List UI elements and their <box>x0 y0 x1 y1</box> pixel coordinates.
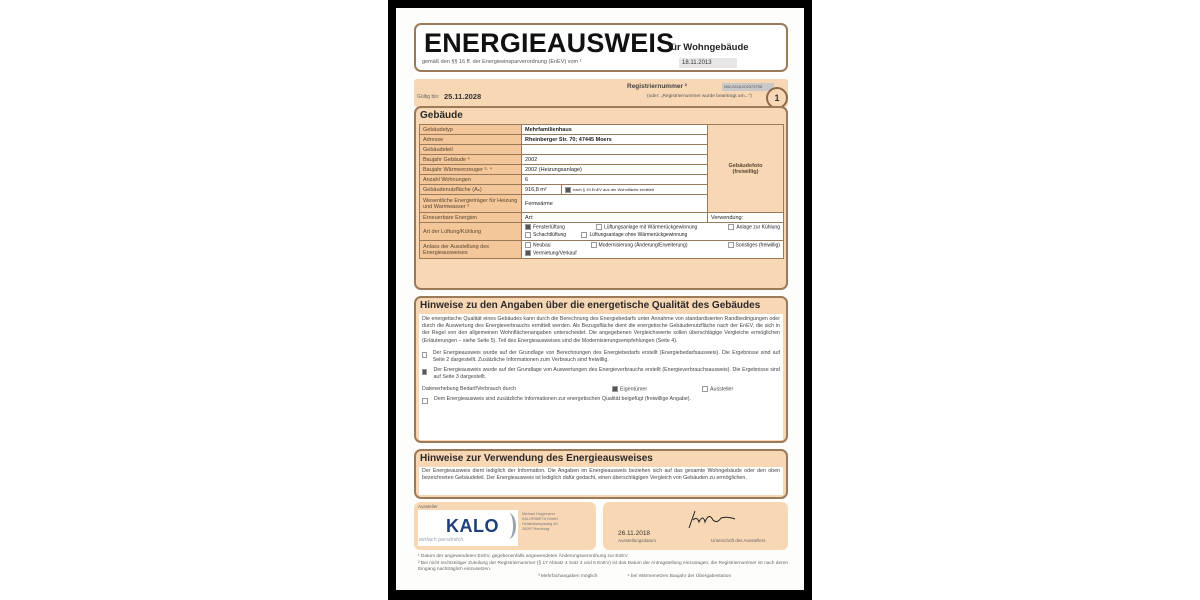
option-label: Neubau <box>533 242 551 249</box>
address-line: Heidenkampsweg 40 <box>522 522 558 526</box>
registration-label: Registriernummer ² <box>627 83 687 90</box>
row-value: 2002 <box>522 155 708 165</box>
section-title-quality: Hinweise zu den Angaben über die energetische Qualität des Gebäudes <box>420 300 761 311</box>
photo-label: Gebäudefoto <box>728 162 763 169</box>
table-row <box>420 125 784 135</box>
row-value: 916,8 m² <box>522 185 562 195</box>
title-box <box>414 23 788 72</box>
owner-label: Eigentümer <box>620 386 648 393</box>
issue-date-label: Ausstellungsdatum <box>618 538 657 543</box>
checkbox-checked[interactable] <box>525 250 531 256</box>
valid-until-label: Gültig bis: <box>417 94 440 100</box>
issue-date: 26.11.2018 <box>618 530 651 537</box>
kalo-logo <box>418 510 518 546</box>
building-photo-placeholder <box>708 125 784 213</box>
regulation-line: gemäß den §§ 16 ff. der Energieeinsparverordnung (EnEV) vom ¹ <box>422 59 582 65</box>
option-consumption-text: Der Energieausweis wurde auf der Grundlage von Auswertungen des Energieverbrauchs erstellt (Energieverbrauchsausweis). Die Ergebnisse sind auf Seite 3 dargestellt. <box>433 367 780 381</box>
logo-text: KALO <box>446 516 499 536</box>
row-value: Mehrfamilienhaus <box>522 125 708 135</box>
option-label: Fensterlüftung <box>533 224 565 231</box>
checkbox[interactable] <box>525 232 531 238</box>
additional-info-text: Dem Energieausweis sind zusätzliche Informationen zur energetischen Qualität beigefügt (freiwillige Angabe). <box>434 396 692 403</box>
checkbox[interactable] <box>525 242 531 248</box>
area-note: nach § 19 EnEV aus der Wohnfläche ermittelt <box>573 186 654 192</box>
validity-band <box>414 79 788 107</box>
footnote-4: ⁴ bei Wärmenetzen Baujahr der Übergabestation <box>627 573 732 579</box>
option-label: Lüftungsanlage ohne Wärmerückgewinnung <box>589 231 688 238</box>
row-label: Anlass der Ausstellung des Energieausweises <box>420 241 522 259</box>
row-value: Rheinberger Str. 70; 47445 Moers <box>522 135 708 145</box>
footnote-1: ¹ Datum der angewendeten EnEV, gegebenenfalls angewendeten Änderungsverordnung zur EnEV <box>418 554 628 559</box>
checkbox[interactable] <box>581 232 587 238</box>
row-value: 2002 (Heizungsanlage) <box>522 165 708 175</box>
issuer-label: Aussteller <box>418 504 438 509</box>
address-line: 20097 Hamburg <box>522 527 550 531</box>
checkbox[interactable] <box>702 386 708 392</box>
row-value: Fernwärme <box>522 195 708 213</box>
row-value: 6 <box>522 175 708 185</box>
table-row <box>420 223 784 241</box>
option-demand <box>422 350 780 364</box>
row-label: Anzahl Wohnungen <box>420 175 522 185</box>
certificate-page <box>396 8 804 590</box>
issuer-address <box>522 512 558 532</box>
registration-note: (oder: „Registriernummer wurde beantragt am...") <box>647 94 752 99</box>
checkbox-checked[interactable] <box>525 224 531 230</box>
logo-tagline: einfach persönlich. <box>419 537 465 543</box>
row-label: Erneuerbare Energien <box>420 213 522 223</box>
issuer-box <box>414 502 596 550</box>
quality-notes-body <box>419 314 783 440</box>
renewable-use-field: Verwendung: <box>708 213 784 223</box>
building-table <box>419 124 784 259</box>
building-section <box>414 106 788 290</box>
quality-notes-section <box>414 296 788 443</box>
renewable-type-field: Art: <box>522 213 708 223</box>
option-label: Schachtlüftung <box>533 231 567 238</box>
checkbox-checked[interactable] <box>422 369 427 375</box>
data-collection-label: Datenerhebung Bedarf/Verbrauch durch <box>422 385 516 392</box>
row-label: Adresse <box>420 135 522 145</box>
option-label: Modernisierung (Änderung/Erweiterung) <box>598 242 688 249</box>
option-demand-text: Der Energieausweis wurde auf der Grundlage von Berechnungen des Energiebedarfs erstellt (Energiebedarfsausweis). Die Ergebnisse sind auf Seite 2 dargestellt. Zusätzliche Informationen zum Verbrauch sind freiwillig. <box>432 349 780 364</box>
checkbox[interactable] <box>596 224 602 230</box>
registration-number-field: NW-2018-002373798 <box>722 83 774 91</box>
photo-optional-label: (freiwillig) <box>732 168 759 175</box>
checkbox[interactable] <box>422 398 428 404</box>
checkbox[interactable] <box>422 352 427 358</box>
footnote-3: ³ Mehrfachangaben möglich <box>538 573 598 579</box>
usage-notes-section <box>414 449 788 499</box>
checkbox[interactable] <box>728 242 734 248</box>
option-label: Anlage zur Kühlung <box>736 224 780 231</box>
signature-box <box>603 502 788 550</box>
issuer-option-label: Aussteller <box>710 386 734 393</box>
address-line: Michael Hoppmann <box>522 512 555 516</box>
checkbox[interactable] <box>591 242 597 248</box>
regulation-date-field: 18.11.2013 <box>679 58 737 68</box>
address-line: KALORIMETA GmbH <box>522 517 559 521</box>
option-additional-info <box>422 396 780 404</box>
data-collection-row <box>422 386 780 394</box>
option-consumption <box>422 367 780 381</box>
checkbox-checked[interactable] <box>565 187 571 193</box>
table-row <box>420 213 784 223</box>
footnotes <box>418 554 790 580</box>
row-label: Baujahr Wärmeerzeuger ³· ⁴ <box>420 165 522 175</box>
checkbox-checked[interactable] <box>612 386 618 392</box>
section-title-usage: Hinweise zur Verwendung des Energieausweises <box>420 453 653 464</box>
row-label: Art der Lüftung/Kühlung <box>420 223 522 241</box>
logo-arc-icon <box>501 513 516 539</box>
table-row <box>420 241 784 259</box>
footnote-2: ² Bei nicht rechtzeitiger Zuteilung der Registriernummer (§ 17 Absatz 4 Satz 4 und 5 EnEV) ist das Datum der Antragstellung einzutragen; die Registriernummer ist nach deren Eingang nachträglich einzusetzen. <box>418 560 789 572</box>
row-label: Gebäudetyp <box>420 125 522 135</box>
row-label: Gebäudenutzfläche (Aₙ) <box>420 185 522 195</box>
document-subtitle: für Wohngebäude <box>668 42 749 53</box>
section-title-building: Gebäude <box>420 110 463 121</box>
row-value <box>522 145 708 155</box>
option-label: Lüftungsanlage mit Wärmerückgewinnung <box>603 224 698 231</box>
option-label: Vermietung/Verkauf <box>533 249 577 256</box>
checkbox[interactable] <box>728 224 734 230</box>
option-label: Sonstiges (freiwillig) <box>735 242 780 249</box>
signature-icon <box>683 508 743 530</box>
quality-intro-text: Die energetische Qualität eines Gebäudes kann durch die Berechnung des Energiebedarfs unter Annahme von standardisierten Randbedingungen oder durch die Auswertung des Energieverbrauchs ermittelt werden. Als Bezugsfläche dient die energetische Gebäudenutzfläche nach der EnEV, die sich in der Regel von den allgemeinen Wohnflächenangaben unterscheidet. Die angegebenen Vergleichswerte sollen überschlägige Vergleiche ermöglichen (Erläuterungen – siehe Seite 5). Teil des Energieausweises sind die Modernisierungsempfehlungen (Seite 4). <box>422 316 780 344</box>
valid-until-date: 25.11.2028 <box>444 92 482 101</box>
row-label: Gebäudeteil <box>420 145 522 155</box>
signature-label: Unterschrift des Ausstellers <box>711 538 766 543</box>
page-number-badge: 1 <box>766 87 788 109</box>
document-title: ENERGIEAUSWEIS <box>424 28 675 58</box>
row-label: Wesentliche Energieträger für Heizung und Warmwasser ³ <box>420 195 522 213</box>
row-label: Baujahr Gebäude ³ <box>420 155 522 165</box>
usage-notes-text: Der Energieausweis dient lediglich der Information. Die Angaben im Energieausweis beziehen sich auf das gesamte Wohngebäude oder den oben bezeichneten Gebäudeteil. Der Energieausweis ist lediglich dafür gedacht, einen überschlägigen Vergleich von Gebäuden zu ermöglichen. <box>419 467 783 495</box>
